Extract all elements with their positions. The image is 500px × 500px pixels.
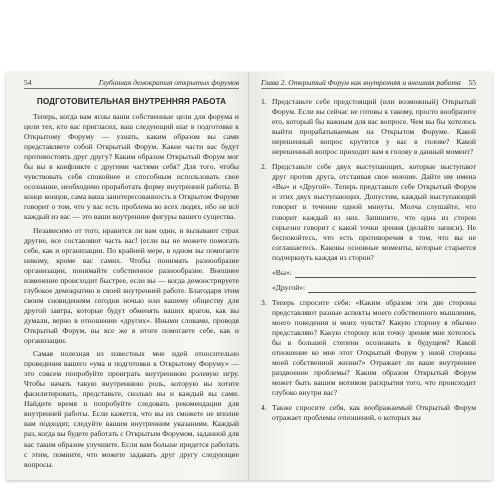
paragraph: Теперь, когда вам ясны ваши собственные цели для форума и цели тех, кто вас пригласил, ваш следующий шаг в подготовке к Открытому Форуму — узнать, каким образом вы сами представляете собой Открытый Форум. Какие части вас будут противостоять друг другу? Каким образом Открытый Форум мог бы вы в конфликте с другими частями себя? Для того, чтобы чувствовать себя спокойнее и способным использовать свое осознание, необходимо проработать форму внутренней работы. В конце концов, сама ваша заинтересованность в Открытом Форуме говорит о том, что у вас есть проблема во всех людях, ибо не всё каждый из вас — это ваши внутренние фигуры вашего существа. — [24, 112, 239, 222]
left-page — [6, 72, 249, 480]
left-running-title: Глубинная демократия открытых форумов — [98, 78, 239, 87]
paragraph: Самая полезная из известных мне идей относительно проведения вашего «ума и подготовки к Открытому Форуму» — это совсем попробуйте проиграть внутреннюю ролевую игру. Чтобы начать такую внутреннюю роль, которую вы хотите фасилитировать, представьте, сколько вы и каждый вы сами. Найдите время и попробуйте следовать рекомендации для внутренней работы. Если кажется, что вы их сможете не вполне вам подходят, следуйте вашим внутренним указаниям. Каждый раз, когда вы будете работать с Открытым Форумом, заданной для вас таким образом улучшите. Если вам больше придется работать с этим, помните, что можете задавать друг другу следующие вопросы. — [24, 349, 239, 469]
paragraph: Независимо от того, нравится ли вам один, и вызывают страх другие, все составляют часть вас! (если вы не можете помогать себе, как и организации. По крайней мере, в одном вы помогаете никому, кроме вас самих. Чтобы понимать разнообразие организации, понимайте собственное разнообразие. Внешнее изменение происходит быстрее, если вы — когда демонстрируете глубокое демократию в своей внутренней работе. Благодаря этим своим сновидениям сегодня ночью или вашему обществу для другой завтра, которые будут обменять ваших врагов, как вы думали, верно в отношении «других». Иными словами, проводя Открытый Форум, вы все же в итоге помогаете себе, как и организации. — [24, 225, 239, 346]
exercise-item — [261, 298, 476, 398]
exercise-item — [261, 97, 476, 157]
section-title: ПОДГОТОВИТЕЛЬНАЯ ВНУТРЕННЯЯ РАБОТА — [36, 97, 227, 106]
exercise-item — [261, 403, 476, 423]
right-running-title: Глава 2. Открытый Форум как внутренняя и внешняя работа — [261, 78, 461, 87]
left-running-head — [24, 78, 239, 89]
fill-label: «Другой»: — [272, 282, 306, 292]
fill-label: «Вы»: — [272, 267, 292, 277]
item-text: Теперь спросите себя: «Каким образом эти две стороны представляют разные аспекты моего собственного мышления, моего поведения и моих чувств? Какую сторону я обычно представляю? Какую сторону или точку зрения мне хотелось бы в большей степени осознавать в будущем? Какой отношение ко мне этот Открытый Форум у иной стороны моей собственной жизни?» Отражает ли ваше внутреннее раздвоение проблемы? Каким образом Открытый Форум может быть вашим мотивом раскрытия того, что происходит глубоко внутри вас? — [272, 297, 476, 398]
item-number: 4. — [261, 403, 267, 413]
fill-line-other — [272, 283, 476, 293]
right-running-head — [261, 78, 476, 89]
left-page-number: 54 — [24, 78, 32, 87]
write-in-rule — [308, 284, 476, 293]
exercise-item — [261, 162, 476, 262]
item-text: Представьте себе предстоящий (или возможный) Открытый Форум. Если вы сейчас не готовы к такому, просто вообразите его, который бы важным для вас вопросе. Чем вы бы хотелось выйти прорабатываемым на Открытом Форуме. Какой нерешенный вопрос крутится у вас в голове? Какой нерешенный вопрос приходит вам в голову в данный момент? — [272, 97, 476, 157]
fill-line-you — [272, 268, 476, 278]
right-page — [249, 72, 492, 480]
book-spread — [6, 72, 492, 480]
item-text: Представьте себе двух выступающих, которые выступают друг против друга, отстаивая свое мнение. Дайте им имена «Вы» и «Другой». Теперь представьте себе Открытый Форум и этих двух выступающих. Допустим, каждый выступающий говорит в течение одной минуты. Молча слушайте, что говорит каждый из них. Запишите, что одна из сторон серьезно говорит с какой точки зрения (делайте записи). Не беспокойтесь, что есть противоречия в том, что вы не соглашаетесь. Каковы основные моменты, которые старается подчеркнуть каждая из сторон? — [272, 162, 476, 262]
item-number: 1. — [261, 97, 267, 106]
item-number: 3. — [261, 297, 267, 307]
item-text: Также спросите себя, как воображаемый Открытый Форум отражает проблемы отношений, о которых вы — [272, 403, 476, 423]
write-in-rule — [295, 269, 476, 278]
exercise-list — [261, 97, 476, 423]
item-number: 2. — [261, 162, 267, 172]
right-page-number: 55 — [468, 78, 476, 87]
